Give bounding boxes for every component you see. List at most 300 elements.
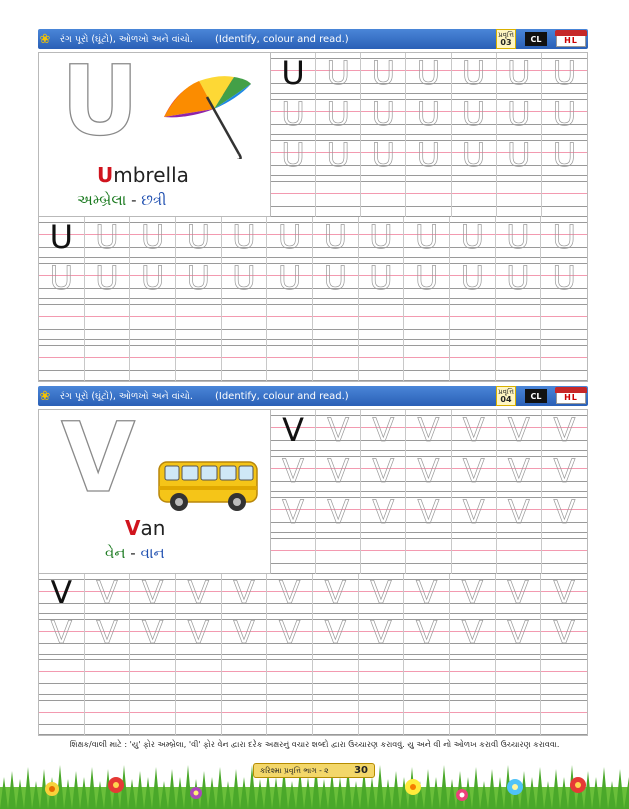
guide-line bbox=[496, 683, 541, 684]
gujarati-word-a: વેન bbox=[105, 544, 126, 562]
guide-line bbox=[176, 380, 221, 381]
practice-cell bbox=[222, 299, 268, 340]
practice-cell bbox=[450, 299, 496, 340]
practice-cell bbox=[313, 614, 359, 654]
guide-line bbox=[39, 712, 84, 713]
guide-line bbox=[271, 563, 315, 564]
guide-line bbox=[85, 671, 130, 672]
guide-line bbox=[406, 193, 450, 194]
practice-cell bbox=[130, 217, 176, 258]
guide-line bbox=[85, 659, 130, 660]
guide-line bbox=[176, 700, 221, 701]
guide-line bbox=[313, 700, 358, 701]
practice-cell bbox=[39, 695, 85, 735]
guide-line bbox=[541, 357, 587, 358]
guide-line bbox=[176, 370, 221, 371]
practice-cell bbox=[130, 574, 176, 614]
practice-cell bbox=[39, 217, 85, 258]
practice-cell bbox=[497, 410, 542, 451]
guide-line bbox=[267, 724, 312, 725]
trace-letter: U bbox=[326, 54, 350, 93]
picture-box-v bbox=[39, 402, 271, 574]
guide-line bbox=[313, 370, 358, 371]
practice-cell bbox=[452, 451, 497, 492]
practice-cell bbox=[450, 574, 496, 614]
practice-cell bbox=[271, 53, 316, 94]
practice-cell bbox=[316, 94, 361, 135]
practice-cell bbox=[497, 94, 542, 135]
practice-cell bbox=[222, 258, 268, 299]
guide-line bbox=[496, 380, 541, 381]
guide-line bbox=[176, 329, 221, 330]
trace-letter: V bbox=[327, 493, 350, 532]
practice-cell bbox=[542, 94, 587, 135]
trace-letter: U bbox=[416, 136, 441, 175]
guide-line bbox=[542, 563, 587, 564]
guide-line bbox=[359, 357, 404, 358]
guide-line bbox=[497, 193, 541, 194]
trace-letter: V bbox=[141, 575, 164, 612]
trace-letter: V bbox=[96, 615, 118, 652]
guide-line bbox=[313, 724, 358, 725]
guide-line bbox=[450, 734, 495, 735]
practice-cell bbox=[176, 614, 222, 654]
trace-letter: V bbox=[507, 452, 530, 491]
practice-cell bbox=[316, 53, 361, 94]
practice-cell bbox=[39, 614, 85, 654]
practice-cell bbox=[361, 492, 406, 533]
practice-cell bbox=[39, 340, 85, 381]
practice-cell bbox=[313, 340, 359, 381]
trace-letter: U bbox=[323, 218, 348, 257]
guide-line bbox=[130, 304, 175, 305]
guide-line bbox=[361, 563, 405, 564]
practice-cell bbox=[450, 340, 496, 381]
guide-line bbox=[222, 370, 267, 371]
guide-line bbox=[452, 181, 496, 182]
practice-cell bbox=[542, 451, 587, 492]
trace-letter: V bbox=[553, 411, 576, 450]
practice-cell bbox=[404, 258, 450, 299]
big-trace-letter: U bbox=[61, 45, 139, 157]
guide-line bbox=[267, 329, 312, 330]
guide-line bbox=[176, 316, 221, 317]
guide-line bbox=[450, 345, 495, 346]
trace-letter: U bbox=[369, 218, 393, 257]
guide-line bbox=[404, 724, 449, 725]
practice-cell bbox=[271, 533, 316, 574]
guide-line bbox=[497, 206, 541, 207]
practice-cell bbox=[497, 176, 542, 217]
guide-line bbox=[313, 316, 358, 317]
practice-cell bbox=[313, 574, 359, 614]
guide-line bbox=[359, 671, 404, 672]
practice-cell bbox=[359, 655, 405, 695]
guide-line bbox=[267, 700, 312, 701]
guide-line bbox=[85, 734, 130, 735]
guide-line bbox=[404, 345, 449, 346]
guide-line bbox=[541, 329, 587, 330]
trace-letter: U bbox=[140, 259, 165, 298]
trace-letter: U bbox=[95, 218, 119, 257]
practice-cell bbox=[359, 258, 405, 299]
gujarati-word-v bbox=[105, 544, 165, 562]
trace-letter: U bbox=[371, 95, 396, 134]
practice-cell bbox=[85, 695, 131, 735]
instruction-english: (Identify, colour and read.) bbox=[214, 390, 349, 402]
guide-line bbox=[497, 538, 541, 539]
practice-cell bbox=[130, 258, 176, 299]
practice-cell bbox=[222, 614, 268, 654]
guide-line bbox=[542, 181, 587, 182]
practice-cell bbox=[496, 258, 542, 299]
guide-line bbox=[450, 700, 495, 701]
practice-cell bbox=[130, 695, 176, 735]
activity-badge bbox=[496, 29, 516, 49]
practice-cell bbox=[130, 340, 176, 381]
section-u bbox=[38, 45, 588, 382]
guide-line bbox=[176, 659, 221, 660]
practice-cell bbox=[316, 533, 361, 574]
trace-letter: U bbox=[277, 259, 302, 298]
guide-line bbox=[222, 316, 267, 317]
trace-letter: V bbox=[372, 452, 395, 491]
trace-letter: V bbox=[415, 575, 438, 612]
trace-letter: U bbox=[140, 218, 165, 257]
guide-line bbox=[404, 316, 449, 317]
trace-letter: U bbox=[326, 136, 350, 175]
trace-letter: V bbox=[553, 452, 576, 491]
gujarati-word-u bbox=[77, 191, 166, 209]
practice-cell bbox=[542, 176, 587, 217]
guide-line bbox=[496, 357, 541, 358]
guide-line bbox=[450, 316, 495, 317]
trace-letter: U bbox=[507, 54, 531, 93]
practice-cell bbox=[271, 410, 316, 451]
guide-line bbox=[176, 683, 221, 684]
guide-line bbox=[496, 304, 541, 305]
guide-line bbox=[541, 380, 587, 381]
practice-cell bbox=[222, 574, 268, 614]
trace-letter: V bbox=[372, 493, 395, 532]
trace-letter: V bbox=[553, 615, 575, 652]
guide-line bbox=[359, 304, 404, 305]
guide-line bbox=[497, 181, 541, 182]
practice-cell bbox=[222, 340, 268, 381]
practice-cell bbox=[542, 135, 587, 176]
practice-cell bbox=[267, 258, 313, 299]
practice-cell bbox=[542, 492, 587, 533]
guide-line bbox=[359, 683, 404, 684]
van-icon bbox=[157, 456, 261, 514]
guide-line bbox=[541, 345, 587, 346]
practice-cell bbox=[271, 135, 316, 176]
guide-line bbox=[267, 734, 312, 735]
guide-line bbox=[316, 538, 360, 539]
guide-line bbox=[130, 734, 175, 735]
practice-cell bbox=[450, 258, 496, 299]
guide-line bbox=[359, 316, 404, 317]
guide-line bbox=[359, 724, 404, 725]
guide-line bbox=[85, 316, 130, 317]
guide-line bbox=[85, 304, 130, 305]
guide-line bbox=[496, 671, 541, 672]
practice-cell bbox=[541, 614, 587, 654]
guide-line bbox=[130, 370, 175, 371]
practice-cell bbox=[359, 614, 405, 654]
practice-cell bbox=[496, 614, 542, 654]
practice-cell bbox=[406, 135, 451, 176]
guide-line bbox=[85, 712, 130, 713]
practice-cell bbox=[85, 258, 131, 299]
practice-cell bbox=[39, 574, 85, 614]
trace-letter: V bbox=[233, 615, 255, 652]
guide-line bbox=[541, 724, 587, 725]
practice-cell bbox=[452, 135, 497, 176]
trace-letter: V bbox=[507, 411, 530, 450]
trace-letter: V bbox=[415, 615, 438, 652]
practice-cell bbox=[313, 299, 359, 340]
guide-line bbox=[130, 683, 175, 684]
section-v bbox=[38, 402, 588, 736]
trace-letter: V bbox=[461, 575, 484, 612]
trace-letter: U bbox=[369, 259, 393, 298]
practice-cell bbox=[404, 614, 450, 654]
guide-line bbox=[267, 316, 312, 317]
guide-line bbox=[267, 304, 312, 305]
practice-cell bbox=[271, 94, 316, 135]
practice-grid-u-top bbox=[271, 53, 587, 217]
trace-letter: V bbox=[50, 615, 73, 652]
word-umbrella bbox=[97, 163, 189, 187]
practice-cell bbox=[452, 176, 497, 217]
guide-line bbox=[222, 712, 267, 713]
practice-cell bbox=[541, 217, 587, 258]
book-title: કરિશ્મા પ્રવૃત્તિ ભાગ - ૨ bbox=[260, 765, 329, 775]
trace-letter: U bbox=[552, 95, 577, 134]
practice-cell bbox=[85, 574, 131, 614]
practice-cell bbox=[313, 217, 359, 258]
guide-line bbox=[130, 380, 175, 381]
practice-cell bbox=[452, 94, 497, 135]
practice-grid-v-bottom bbox=[39, 574, 587, 735]
trace-letter: V bbox=[141, 615, 164, 652]
practice-cell bbox=[359, 340, 405, 381]
guide-line bbox=[39, 700, 84, 701]
trace-letter: V bbox=[278, 615, 301, 652]
guide-line bbox=[85, 345, 130, 346]
guide-line bbox=[404, 370, 449, 371]
guide-line bbox=[404, 671, 449, 672]
practice-cell bbox=[267, 299, 313, 340]
practice-cell bbox=[359, 299, 405, 340]
practice-cell bbox=[406, 176, 451, 217]
trace-letter: U bbox=[460, 218, 485, 257]
trace-letter: U bbox=[371, 136, 396, 175]
practice-cell bbox=[406, 492, 451, 533]
guide-line bbox=[542, 538, 587, 539]
guide-line bbox=[313, 345, 358, 346]
practice-cell bbox=[267, 340, 313, 381]
gujarati-word-a: અમ્બ્રેલા bbox=[77, 191, 127, 209]
practice-cell bbox=[85, 614, 131, 654]
cl-badge: CL bbox=[525, 389, 547, 403]
practice-cell bbox=[496, 340, 542, 381]
practice-grid-v-top bbox=[271, 410, 587, 574]
practice-cell bbox=[496, 695, 542, 735]
guide-line bbox=[359, 329, 404, 330]
activity-number: 04 bbox=[500, 395, 512, 404]
gujarati-word-b: વાન bbox=[140, 544, 165, 562]
trace-letter: U bbox=[552, 259, 576, 298]
guide-line bbox=[85, 724, 130, 725]
instruction-gujarati: રંગ પૂરો (ઘૂંટો), ઓળખો અને વાંચો. bbox=[60, 33, 193, 45]
guide-line bbox=[359, 345, 404, 346]
guide-line bbox=[406, 181, 450, 182]
activity-badge bbox=[496, 386, 516, 406]
trace-letter: U bbox=[507, 136, 531, 175]
trace-letter: V bbox=[187, 575, 210, 612]
guide-line bbox=[39, 316, 84, 317]
practice-cell bbox=[222, 655, 268, 695]
trace-letter: V bbox=[327, 452, 350, 491]
practice-cell bbox=[452, 53, 497, 94]
guide-line bbox=[406, 206, 450, 207]
practice-cell bbox=[130, 614, 176, 654]
practice-grid-u-bottom bbox=[39, 217, 587, 381]
practice-cell bbox=[450, 655, 496, 695]
trace-letter: U bbox=[186, 259, 211, 298]
trace-letter: U bbox=[416, 95, 441, 134]
activity-label: પ્રવૃત્તિ bbox=[498, 31, 514, 39]
trace-letter: V bbox=[553, 493, 576, 532]
practice-cell bbox=[359, 695, 405, 735]
guide-line bbox=[267, 357, 312, 358]
practice-cell bbox=[404, 655, 450, 695]
guide-line bbox=[267, 671, 312, 672]
guide-line bbox=[313, 671, 358, 672]
guide-line bbox=[316, 206, 360, 207]
guide-line bbox=[404, 329, 449, 330]
practice-cell bbox=[452, 410, 497, 451]
guide-line bbox=[404, 380, 449, 381]
guide-line bbox=[222, 304, 267, 305]
guide-line bbox=[359, 700, 404, 701]
practice-cell bbox=[406, 94, 451, 135]
guide-line bbox=[361, 181, 405, 182]
practice-cell bbox=[361, 53, 406, 94]
practice-cell bbox=[404, 574, 450, 614]
guide-line bbox=[176, 734, 221, 735]
guide-line bbox=[496, 329, 541, 330]
trace-letter: U bbox=[326, 95, 350, 134]
guide-line bbox=[404, 712, 449, 713]
guide-line bbox=[316, 181, 360, 182]
guide-line bbox=[450, 671, 495, 672]
practice-cell bbox=[361, 533, 406, 574]
guide-line bbox=[85, 683, 130, 684]
practice-cell bbox=[497, 135, 542, 176]
trace-letter: V bbox=[462, 411, 485, 450]
trace-letter: U bbox=[552, 218, 576, 257]
guide-line bbox=[359, 380, 404, 381]
guide-line bbox=[267, 370, 312, 371]
trace-letter: U bbox=[416, 54, 441, 93]
practice-cell bbox=[497, 492, 542, 533]
guide-line bbox=[496, 734, 541, 735]
cl-badge: CL bbox=[525, 32, 547, 46]
guide-line bbox=[406, 563, 450, 564]
word-van bbox=[125, 516, 165, 540]
guide-line bbox=[406, 550, 450, 551]
guide-line bbox=[497, 550, 541, 551]
trace-letter: U bbox=[552, 54, 577, 93]
trace-letter: V bbox=[282, 493, 304, 532]
trace-letter: V bbox=[324, 615, 347, 652]
practice-cell bbox=[222, 217, 268, 258]
guide-line bbox=[267, 712, 312, 713]
word-first-letter: U bbox=[97, 163, 114, 187]
trace-letter: U bbox=[281, 95, 305, 134]
practice-cell bbox=[39, 299, 85, 340]
trace-letter: U bbox=[506, 218, 530, 257]
trace-letter: U bbox=[552, 136, 577, 175]
practice-cell bbox=[359, 217, 405, 258]
practice-cell bbox=[267, 695, 313, 735]
trace-letter: U bbox=[460, 259, 485, 298]
trace-letter: U bbox=[95, 259, 119, 298]
practice-cell bbox=[404, 340, 450, 381]
trace-letter: V bbox=[278, 575, 301, 612]
guide-line bbox=[271, 206, 315, 207]
guide-line bbox=[496, 712, 541, 713]
practice-cell bbox=[267, 655, 313, 695]
practice-cell bbox=[497, 533, 542, 574]
practice-cell bbox=[130, 299, 176, 340]
practice-cell bbox=[541, 655, 587, 695]
guide-line bbox=[176, 345, 221, 346]
guide-line bbox=[85, 380, 130, 381]
umbrella-icon bbox=[159, 69, 259, 159]
trace-letter: U bbox=[281, 54, 305, 93]
trace-letter: U bbox=[461, 54, 486, 93]
trace-letter: U bbox=[507, 95, 531, 134]
word-rest: mbrella bbox=[113, 163, 189, 187]
trace-letter: V bbox=[417, 452, 440, 491]
practice-cell bbox=[406, 533, 451, 574]
hl-badge: HL bbox=[556, 390, 586, 404]
practice-cell bbox=[85, 217, 131, 258]
practice-cell bbox=[313, 695, 359, 735]
guide-line bbox=[542, 193, 587, 194]
guide-line bbox=[542, 206, 587, 207]
guide-line bbox=[316, 193, 360, 194]
guide-line bbox=[452, 193, 496, 194]
practice-cell bbox=[406, 410, 451, 451]
guide-line bbox=[271, 550, 315, 551]
guide-line bbox=[541, 316, 587, 317]
practice-cell bbox=[316, 492, 361, 533]
practice-cell bbox=[316, 451, 361, 492]
gujarati-word-b: છત્રી bbox=[141, 191, 167, 209]
guide-line bbox=[267, 659, 312, 660]
trace-letter: V bbox=[507, 493, 530, 532]
guide-line bbox=[39, 659, 84, 660]
guide-line bbox=[496, 724, 541, 725]
practice-cell bbox=[404, 695, 450, 735]
practice-cell bbox=[176, 574, 222, 614]
practice-cell bbox=[497, 451, 542, 492]
